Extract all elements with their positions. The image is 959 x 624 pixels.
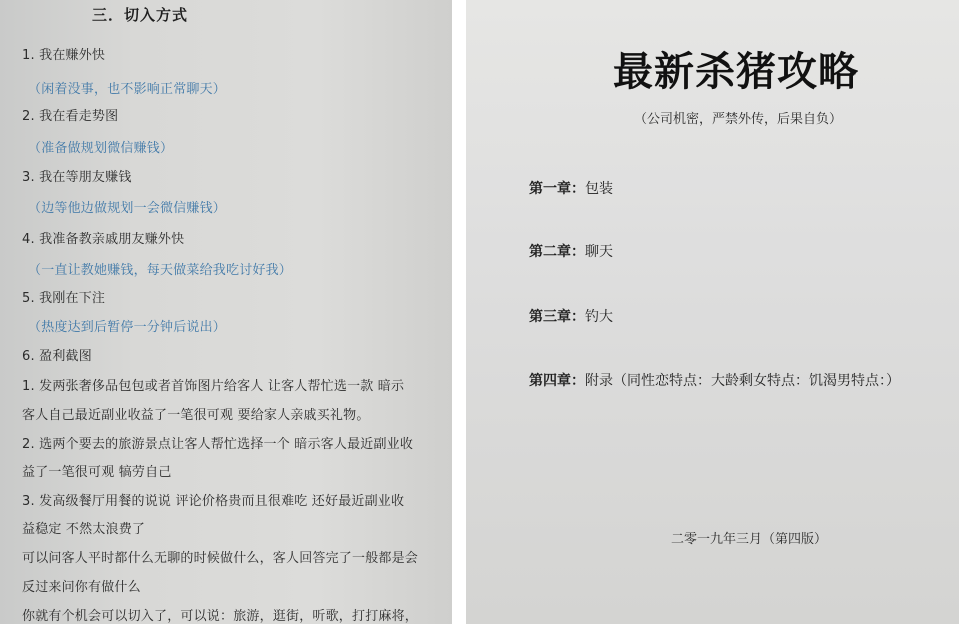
section-heading: 三．切入方式 bbox=[92, 6, 189, 24]
paragraph-line: 客人自己最近副业收益了一笔很可观 要给家人亲戚买礼物。 bbox=[22, 408, 370, 423]
paragraph-line: 2. 选两个要去的旅游景点让客人帮忙选择一个 暗示客人最近副业收 bbox=[22, 437, 414, 452]
list-item: 5. 我刚在下注 bbox=[22, 291, 106, 306]
list-item-note: （一直让教她赚钱，每天做菜给我吃讨好我） bbox=[28, 263, 293, 278]
chapter-label: 第一章： bbox=[529, 181, 585, 197]
chapter-label: 第三章： bbox=[529, 309, 585, 325]
list-item-note: （热度达到后暂停一分钟后说出） bbox=[28, 320, 227, 335]
chapter-text: 附录（同性恋特点：大龄剩女特点：饥渴男特点：） bbox=[585, 373, 900, 389]
paragraph-line: 反过来问你有做什么 bbox=[22, 580, 141, 595]
chapter-text: 钓大 bbox=[585, 309, 613, 325]
document-title: 最新杀猪攻略 bbox=[613, 48, 859, 95]
right-page-photo bbox=[466, 0, 959, 624]
chapter-entry bbox=[529, 306, 613, 326]
edition-date: 二零一九年三月（第四版） bbox=[671, 532, 828, 547]
list-item: 4. 我准备教亲戚朋友赚外快 bbox=[22, 232, 185, 247]
chapter-entry bbox=[529, 370, 900, 390]
list-item-note: （准备做规划微信赚钱） bbox=[28, 141, 174, 156]
list-item: 6. 盈利截图 bbox=[22, 349, 92, 364]
list-item: 2. 我在看走势图 bbox=[22, 109, 119, 124]
chapter-text: 包装 bbox=[585, 181, 613, 197]
chapter-label: 第四章： bbox=[529, 373, 585, 389]
paragraph-line: 益了一笔很可观 犒劳自己 bbox=[22, 465, 172, 480]
list-item: 1. 我在赚外快 bbox=[22, 48, 106, 63]
paragraph-line: 你就有个机会可以切入了，可以说：旅游，逛街，听歌，打打麻将， bbox=[22, 609, 419, 624]
list-item-note: （闲着没事，也不影响正常聊天） bbox=[28, 82, 227, 97]
left-page-photo bbox=[0, 0, 452, 624]
chapter-text: 聊天 bbox=[585, 244, 613, 260]
chapter-label: 第二章： bbox=[529, 244, 585, 260]
list-item: 3. 我在等朋友赚钱 bbox=[22, 170, 132, 185]
chapter-entry bbox=[529, 178, 613, 198]
paragraph-line: 可以问客人平时都什么无聊的时候做什么，客人回答完了一般都是会 bbox=[22, 551, 419, 566]
paragraph-line: 3. 发高级餐厅用餐的说说 评论价格贵而且很难吃 还好最近副业收 bbox=[22, 494, 405, 509]
list-item-note: （边等他边做规划一会微信赚钱） bbox=[28, 201, 227, 216]
paragraph-line: 1. 发两张奢侈品包包或者首饰图片给客人 让客人帮忙选一款 暗示 bbox=[22, 379, 405, 394]
document-subtitle: （公司机密，严禁外传，后果自负） bbox=[634, 112, 843, 127]
chapter-entry bbox=[529, 241, 613, 261]
paragraph-line: 益稳定 不然太浪费了 bbox=[22, 522, 146, 537]
